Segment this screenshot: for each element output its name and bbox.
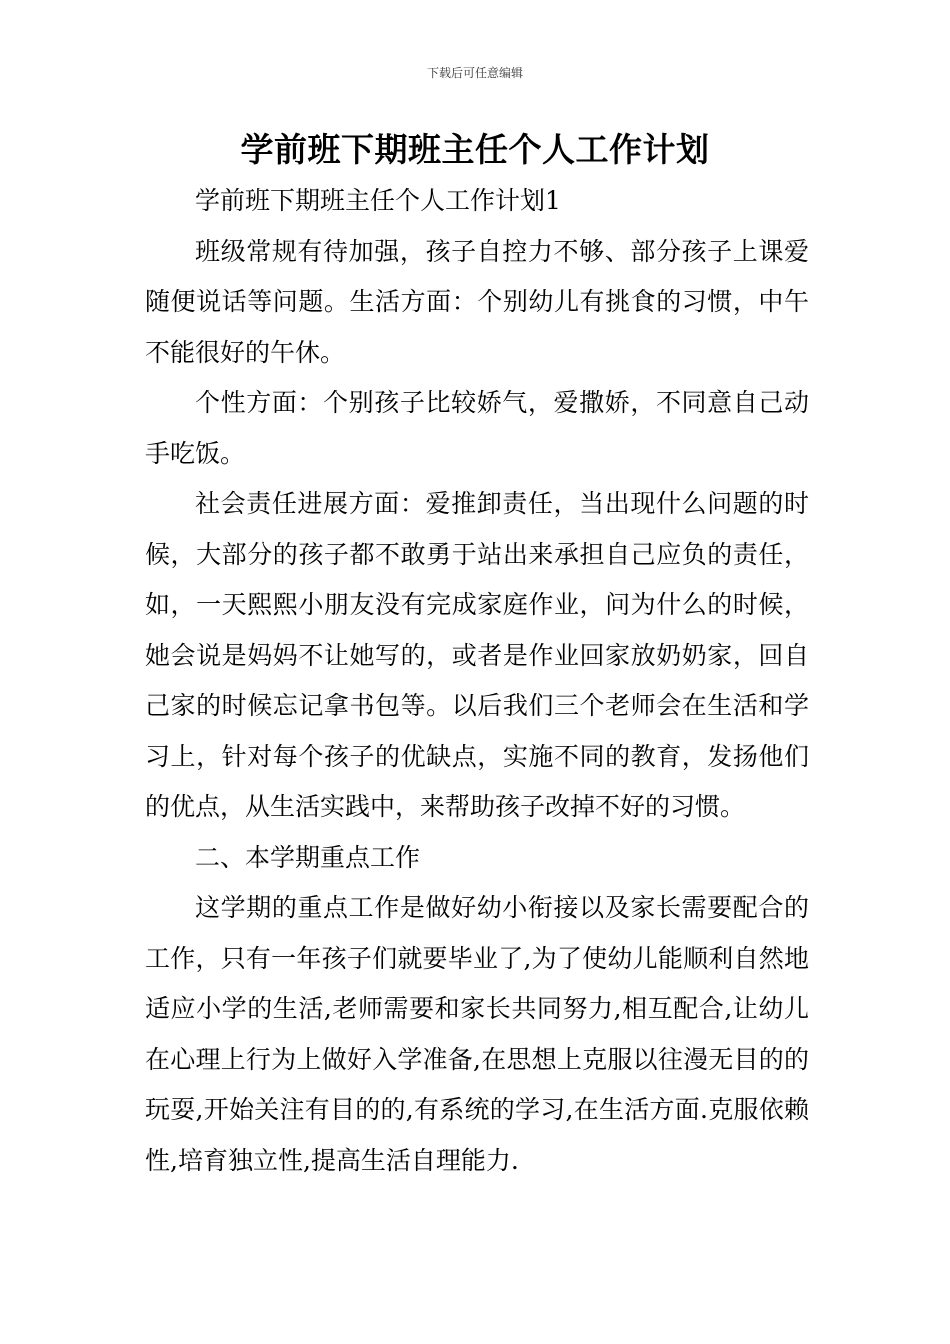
paragraph-class-routine: 班级常规有待加强，孩子自控力不够、部分孩子上课爱随便说话等问题。生活方面：个别幼儿有挑食的习惯，中午不能很好的午休。 [145,236,809,367]
paragraph-key-work: 这学期的重点工作是做好幼小衔接以及家长需要配合的工作，只有一年孩子们就要毕业了,为了使幼儿能顺利自然地适应小学的生活,老师需要和家长共同努力,相互配合,让幼儿在心理上行为上做好入学准备,在思想上克服以往漫无目的的玩耍,开始关注有目的的,有系统的学习,在生活方面.克服依赖性,培育独立性,提高生活自理能力. [145,893,809,1175]
paragraph-social-responsibility: 社会责任进展方面：爱推卸责任，当出现什么问题的时候，大部分的孩子都不敢勇于站出来承担自己应负的责任，如，一天熙熙小朋友没有完成家庭作业，问为什么的时候，她会说是妈妈不让她写的，或者是作业回家放奶奶家，回自己家的时候忘记拿书包等。以后我们三个老师会在生活和学习上，针对每个孩子的优缺点，实施不同的教育，发扬他们的优点，从生活实践中，来帮助孩子改掉不好的习惯。 [145,489,809,821]
document-body [145,176,809,1186]
paragraph-personality: 个性方面：个别孩子比较娇气，爱撒娇，不同意自己动手吃饭。 [145,388,809,468]
header-note: 下载后可任意编辑 [426,66,523,80]
paragraph-subtitle: 学前班下期班主任个人工作计划1 [195,186,561,215]
section-heading-key-work: 二、本学期重点工作 [195,842,421,872]
document-title: 学前班下期班主任个人工作计划 [240,130,710,169]
